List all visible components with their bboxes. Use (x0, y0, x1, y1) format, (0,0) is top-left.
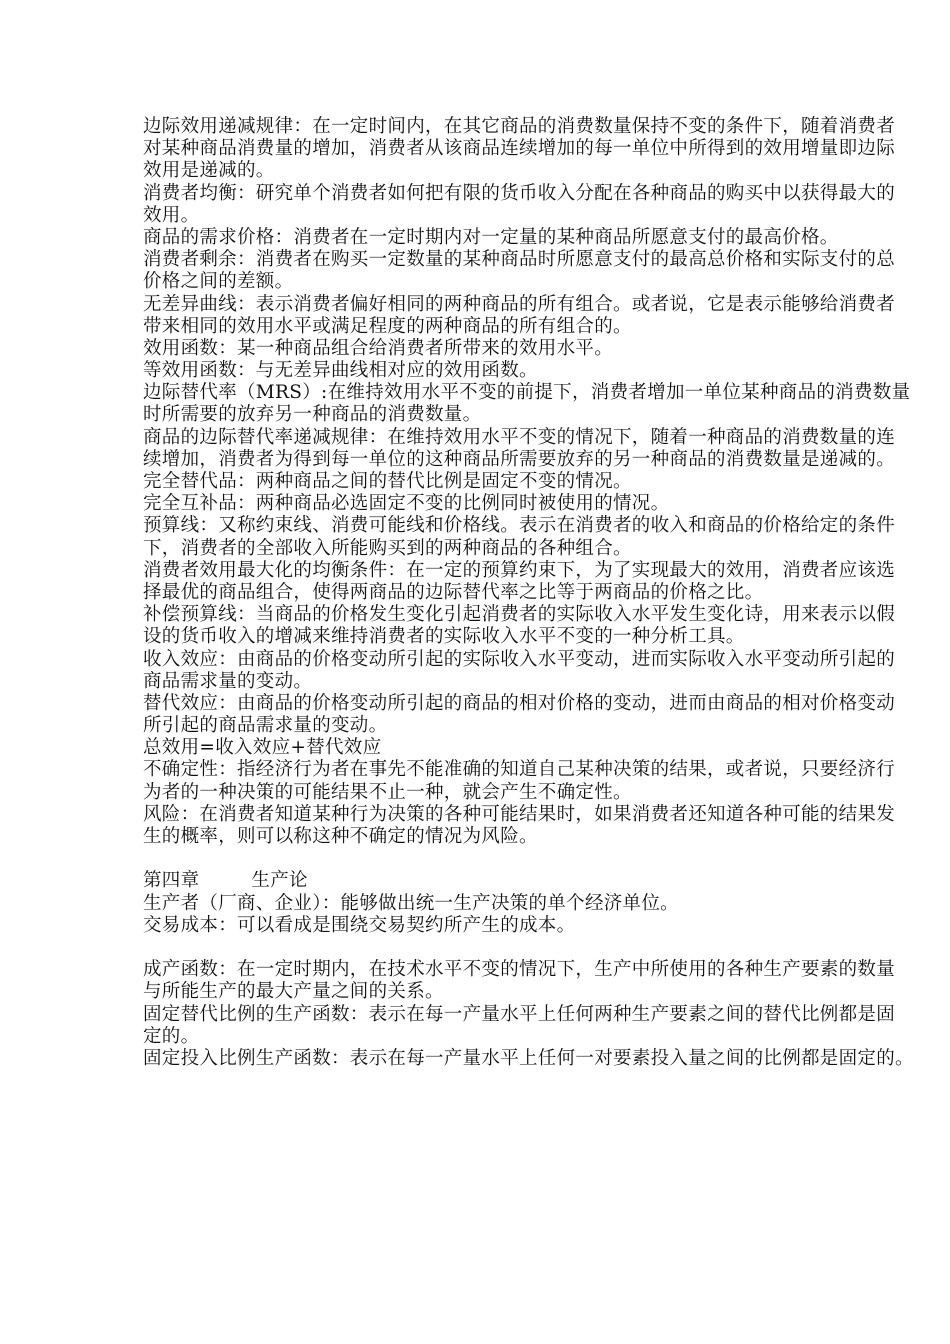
document-body (143, 116, 914, 1070)
paragraph-line: 交易成本：可以看成是围绕交易契约所产生的成本。 (143, 914, 576, 936)
definition-paragraph (143, 116, 896, 183)
paragraph-line: 所引起的商品需求量的变动。 (143, 715, 388, 737)
definitions-section-consumer (143, 116, 911, 848)
definition-paragraph (143, 293, 896, 338)
definition-paragraph (143, 182, 896, 227)
paragraph-line: 时所需要的放弃另一种商品的消费数量。 (143, 404, 482, 426)
chapter-title: 生产论 (251, 870, 308, 892)
paragraph-line: 替代效应：由商品的价格变动所引起的商品的相对价格的变动，进而由商品的相对价格变动 (143, 692, 896, 714)
definition-paragraph (143, 737, 843, 759)
definition-paragraph (143, 227, 843, 249)
paragraph-line: 固定投入比例生产函数：表示在每一产量水平上任何一对要素投入量之间的比例都是固定的。 (143, 1047, 914, 1069)
definition-paragraph (143, 692, 896, 737)
definition-paragraph (143, 515, 896, 559)
definition-paragraph (143, 1003, 896, 1048)
paragraph-line: 收入效应：由商品的价格变动所引起的实际收入水平变动，进而实际收入水平变动所引起的 (143, 648, 896, 670)
paragraph-line: 完全替代品：两种商品之间的替代比例是固定不变的情况。 (143, 471, 632, 492)
definition-paragraph (143, 893, 843, 915)
paragraph-line: 商品需求量的变动。 (143, 670, 313, 692)
paragraph-line: 商品的边际替代率递减规律：在维持效用水平不变的情况下，随着一种商品的消费数量的连 (143, 426, 896, 448)
definition-paragraph (143, 471, 843, 493)
paragraph-line: 等效用函数：与无差异曲线相对应的效用函数。 (143, 360, 538, 382)
paragraph-line: 成产函数：在一定时期内，在技术水平不变的情况下，生产中所使用的各种生产要素的数量 (143, 959, 896, 981)
paragraph-line: 下，消费者的全部收入所能购买到的两种商品的各种组合。 (143, 537, 632, 559)
paragraph-line: 设的货币收入的增减来维持消费者的实际收入水平不变的一种分析工具。 (143, 626, 745, 648)
definition-paragraph (143, 382, 911, 426)
definition-paragraph (143, 759, 896, 803)
paragraph-line: 总效用=收入效应+替代效应 (143, 737, 382, 759)
paragraph-line: 效用。 (143, 204, 200, 226)
definition-paragraph (143, 559, 896, 604)
paragraph-line: 消费者剩余：消费者在购买一定数量的某种商品时所愿意支付的最高总价格和实际支付的总 (143, 249, 896, 271)
definition-paragraph (143, 426, 896, 471)
paragraph-line: 生产者（厂商、企业）：能够做出统一生产决策的单个经济单位。 (143, 892, 679, 914)
paragraph-line: 固定替代比例的生产函数：表示在每一产量水平上任何两种生产要素之间的替代比例都是固 (143, 1003, 896, 1025)
paragraph-line: 不确定性：指经济行为者在事先不能准确的知道自己某种决策的结果，或者说，只要经济行 (143, 759, 896, 781)
chapter-heading (143, 870, 843, 892)
definition-paragraph (143, 959, 896, 1003)
definition-paragraph (143, 249, 896, 293)
paragraph-line: 消费者效用最大化的均衡条件：在一定的预算约束下，为了实现最大的效用，消费者应该选 (143, 559, 896, 581)
paragraph-line: 为者的一种决策的可能结果不止一种，就会产生不确定性。 (143, 781, 632, 803)
paragraph-line: 商品的需求价格：消费者在一定时期内对一定量的某种商品所愿意支付的最高价格。 (143, 226, 839, 248)
paragraph-line: 补偿预算线：当商品的价格发生变化引起消费者的实际收入水平发生变化诗，用来表示以假 (143, 604, 896, 626)
definition-paragraph (143, 360, 843, 382)
paragraph-line: 效用是递减的。 (143, 160, 275, 182)
blank-line (143, 848, 843, 870)
paragraph-line: 消费者均衡：研究单个消费者如何把有限的货币收入分配在各种商品的购买中以获得最大的 (143, 182, 896, 204)
paragraph-line: 续增加，消费者为得到每一单位的这种商品所需要放弃的另一种商品的消费数量是递减的。 (143, 448, 896, 470)
paragraph-line: 边际替代率（MRS）:在维持效用水平不变的前提下，消费者增加一单位某种商品的消费数量 (143, 382, 911, 404)
chapter-number: 第四章 (143, 870, 200, 892)
definition-paragraph (143, 803, 896, 848)
definition-paragraph (143, 604, 896, 648)
definition-paragraph (143, 648, 896, 693)
definition-paragraph (143, 915, 843, 937)
definitions-section-producer (143, 893, 843, 937)
paragraph-line: 对某种商品消费量的增加，消费者从该商品连续增加的每一单位中所得到的效用增量即边际 (143, 138, 896, 160)
paragraph-line: 完全互补品：两种商品必选固定不变的比例同时被使用的情况。 (143, 493, 670, 515)
paragraph-line: 生的概率，则可以称这种不确定的情况为风险。 (143, 826, 538, 847)
definition-paragraph (143, 1047, 914, 1070)
paragraph-line: 预算线：又称约束线、消费可能线和价格线。表示在消费者的收入和商品的价格给定的条件 (143, 515, 896, 537)
paragraph-line: 带来相同的效用水平或满足程度的两种商品的所有组合的。 (143, 315, 632, 337)
paragraph-line: 无差异曲线：表示消费者偏好相同的两种商品的所有组合。或者说，它是表示能够给消费者 (143, 293, 896, 315)
definition-paragraph (143, 338, 843, 360)
paragraph-line: 与所能生产的最大产量之间的关系。 (143, 981, 444, 1003)
paragraph-line: 效用函数：某一种商品组合给消费者所带来的效用水平。 (143, 337, 614, 359)
definitions-section-production-function (143, 959, 914, 1070)
paragraph-line: 价格之间的差额。 (143, 271, 294, 293)
definition-paragraph (143, 493, 843, 515)
blank-line (143, 937, 843, 959)
paragraph-line: 定的。 (143, 1025, 200, 1047)
paragraph-line: 风险：在消费者知道某种行为决策的各种可能结果时，如果消费者还知道各种可能的结果发 (143, 803, 896, 825)
paragraph-line: 边际效用递减规律：在一定时间内，在其它商品的消费数量保持不变的条件下，随着消费者 (143, 116, 896, 137)
paragraph-line: 择最优的商品组合，使得两商品的边际替代率之比等于两商品的价格之比。 (143, 581, 764, 603)
